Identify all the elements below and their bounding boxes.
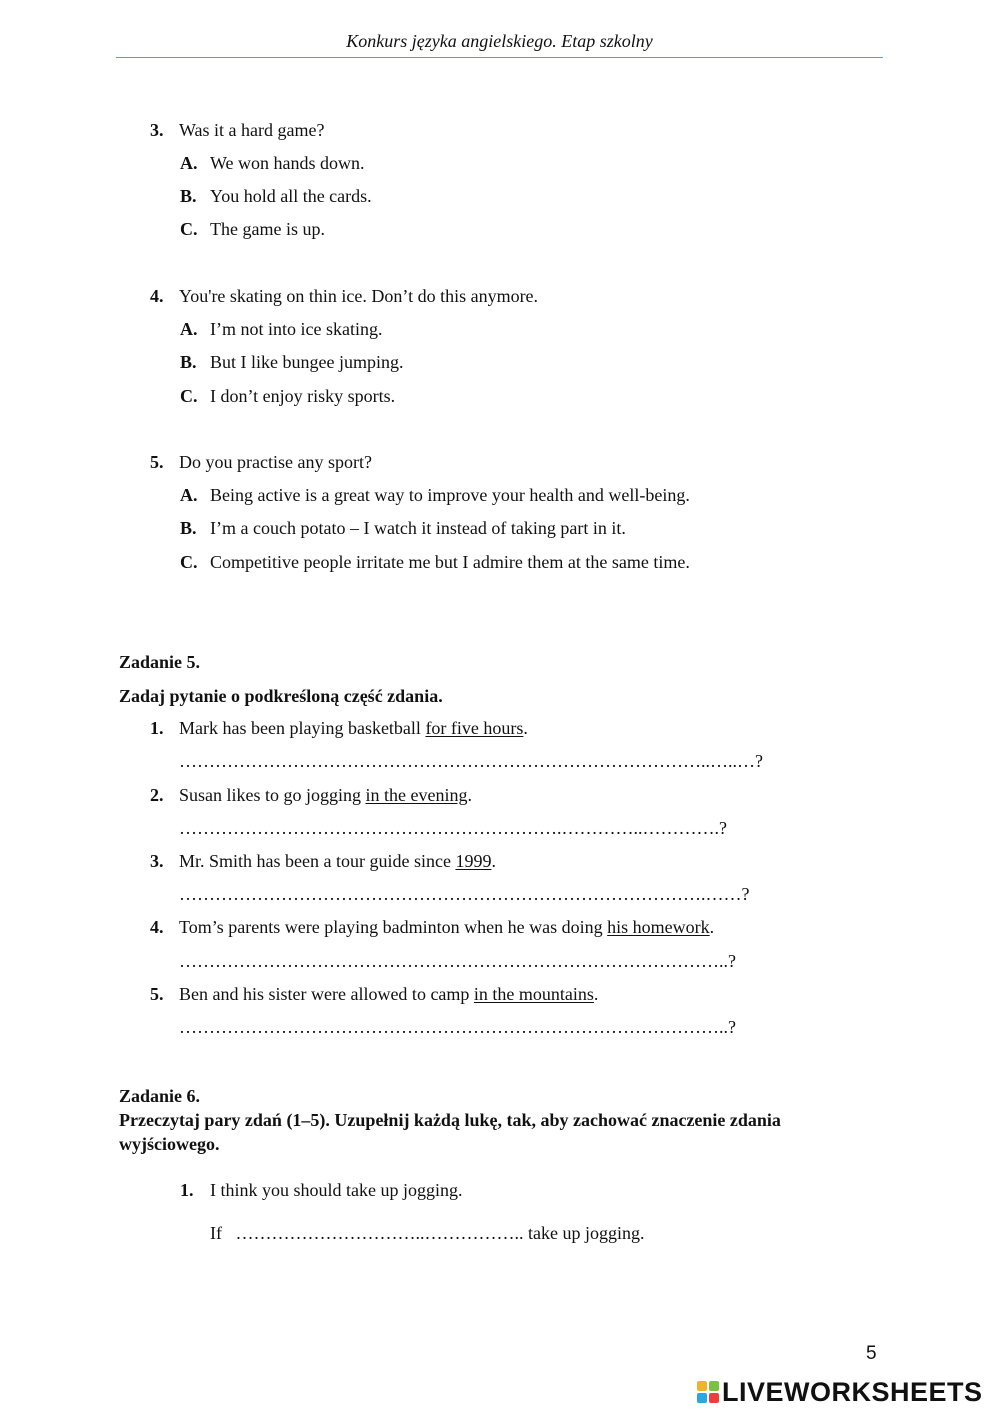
- task6-title: Zadanie 6.: [119, 1086, 201, 1106]
- rewrite-gap[interactable]: …………………………..……………..: [235, 1223, 524, 1243]
- task5-item-5: [150, 983, 598, 1005]
- task6-item-1-rewrite: [210, 1222, 644, 1244]
- option-3b: [180, 185, 372, 207]
- item-number: 2.: [150, 785, 164, 805]
- item-text-after: .: [709, 917, 715, 937]
- option-text: We won hands down.: [210, 153, 365, 173]
- task6-instruction-line2: wyjściowego.: [119, 1134, 220, 1154]
- option-letter: C.: [180, 552, 198, 572]
- item-underlined: in the mountains: [473, 984, 594, 1004]
- task5-item-1: [150, 717, 528, 739]
- option-text: Being active is a great way to improve your health and well-being.: [210, 485, 690, 505]
- question-text: Was it a hard game?: [179, 120, 325, 140]
- option-letter: B.: [180, 186, 197, 206]
- item-text-after: .: [467, 785, 472, 805]
- option-text: I’m not into ice skating.: [210, 319, 383, 339]
- option-4a: [180, 318, 382, 340]
- question-3: [150, 119, 325, 141]
- liveworksheets-logo-icon: [697, 1381, 719, 1403]
- task6-instruction-line1: Przeczytaj pary zdań (1–5). Uzupełnij każdą lukę, tak, aby zachować znaczenie zdania: [119, 1110, 781, 1130]
- page-number: 5: [866, 1343, 877, 1364]
- option-letter: A.: [180, 319, 198, 339]
- option-text: I’m a couch potato – I watch it instead of taking part in it.: [210, 518, 626, 538]
- answer-line-1[interactable]: ……………………………………………………………………………..…..…?: [179, 751, 763, 771]
- question-5: [150, 451, 372, 473]
- item-underlined: in the evening: [365, 785, 468, 805]
- answer-line-3[interactable]: …………………………………………………………………………….……?: [179, 884, 750, 904]
- item-text-before: Ben and his sister were allowed to camp: [179, 984, 474, 1004]
- item-underlined: for five hours: [425, 718, 524, 738]
- task5-item-2: [150, 784, 472, 806]
- task5-item-4: [150, 916, 714, 938]
- logo-square-icon: [697, 1381, 707, 1391]
- item-number: 3.: [150, 851, 164, 871]
- answer-line-4[interactable]: ………………………………………………………………………………..?: [179, 951, 736, 971]
- option-text: Competitive people irritate me but I admire them at the same time.: [210, 552, 690, 572]
- question-number: 3.: [150, 120, 164, 140]
- item-text-after: .: [593, 984, 599, 1004]
- item-number: 1.: [150, 718, 164, 738]
- question-text: Do you practise any sport?: [179, 452, 372, 472]
- option-4c: [180, 385, 395, 407]
- option-letter: C.: [180, 386, 198, 406]
- task5-instruction: Zadaj pytanie o podkreśloną część zdania.: [119, 686, 443, 706]
- logo-square-icon: [709, 1381, 719, 1391]
- question-4: [150, 285, 538, 307]
- item-text-before: Mark has been playing basketball: [179, 718, 426, 738]
- logo-square-icon: [709, 1393, 719, 1403]
- rewrite-suffix: take up jogging.: [528, 1223, 645, 1243]
- item-number: 1.: [180, 1180, 194, 1200]
- item-text-before: Tom’s parents were playing badminton when he was doing: [179, 917, 608, 937]
- logo-square-icon: [697, 1393, 707, 1403]
- option-text: The game is up.: [210, 219, 325, 239]
- item-text-before: Mr. Smith has been a tour guide since: [179, 851, 456, 871]
- question-text: You're skating on thin ice. Don’t do this anymore.: [179, 286, 539, 306]
- item-number: 4.: [150, 917, 164, 937]
- watermark-text: LIVEWORKSHEETS: [722, 1376, 983, 1407]
- item-number: 5.: [150, 984, 164, 1004]
- option-text: But I like bungee jumping.: [210, 352, 404, 372]
- option-5c: [180, 551, 690, 573]
- item-underlined: his homework: [607, 917, 710, 937]
- item-text: I think you should take up jogging.: [210, 1180, 463, 1200]
- item-text-after: .: [491, 851, 496, 871]
- answer-line-2[interactable]: ……………………………………………………….…………..………….?: [179, 818, 727, 838]
- option-letter: C.: [180, 219, 198, 239]
- item-underlined: 1999: [455, 851, 492, 871]
- task5-title: Zadanie 5.: [119, 652, 201, 672]
- item-text-before: Susan likes to go jogging: [179, 785, 366, 805]
- item-text-after: .: [523, 718, 528, 738]
- task6-item-1: [180, 1179, 462, 1201]
- page-header: [116, 30, 883, 58]
- answer-line-5[interactable]: ………………………………………………………………………………..?: [179, 1017, 736, 1037]
- question-number: 5.: [150, 452, 164, 472]
- option-text: You hold all the cards.: [210, 186, 372, 206]
- header-title: Konkurs języka angielskiego. Etap szkolny: [346, 31, 653, 51]
- rewrite-prefix: If: [210, 1223, 222, 1243]
- option-letter: B.: [180, 518, 197, 538]
- option-text: I don’t enjoy risky sports.: [210, 386, 396, 406]
- option-letter: B.: [180, 352, 197, 372]
- option-4b: [180, 351, 403, 373]
- option-5b: [180, 517, 626, 539]
- option-letter: A.: [180, 153, 198, 173]
- option-3a: [180, 152, 365, 174]
- liveworksheets-watermark[interactable]: [697, 1377, 983, 1407]
- task5-item-3: [150, 850, 496, 872]
- option-letter: A.: [180, 485, 198, 505]
- option-3c: [180, 218, 325, 240]
- option-5a: [180, 484, 690, 506]
- question-number: 4.: [150, 286, 164, 306]
